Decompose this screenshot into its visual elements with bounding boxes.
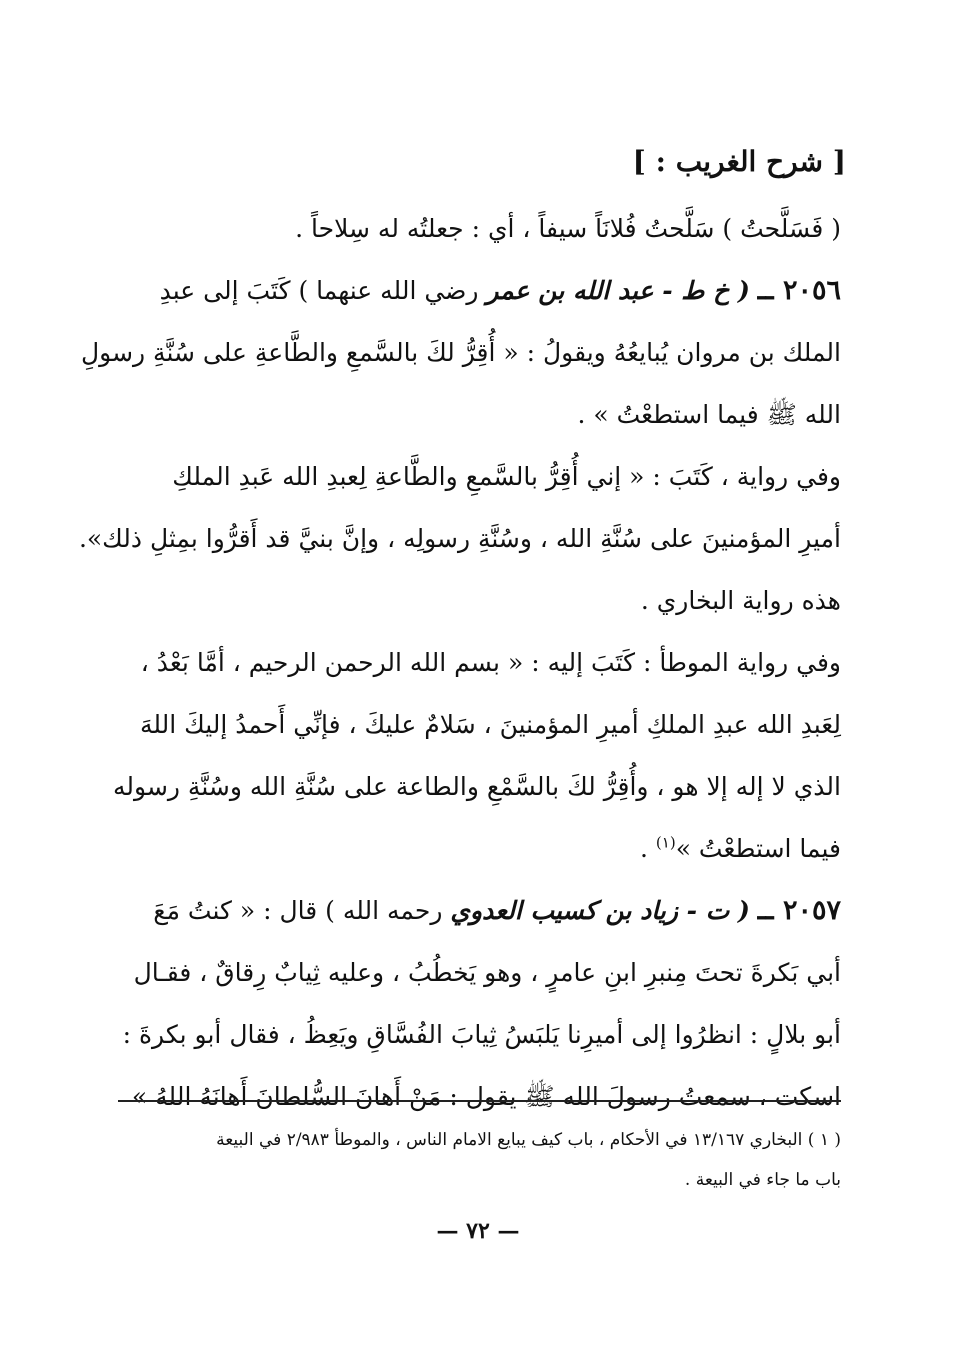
text-line: أبي بَكرةَ تحتَ مِنبرِ ابنِ عامرٍ ، وهو يَخطُبُ ، وعليه ثِيابٌ رِقاقٌ ، فقـال (133, 958, 841, 987)
text-line-tail: . (640, 834, 656, 863)
text-line: اسكت ، سمعتُ رسولَ الله ﷺ يقول : مَنْ أَهانَ السُّلطانَ أَهانَهُ اللهُ » (131, 1082, 841, 1111)
page-number: — ٧٢ — (436, 1218, 520, 1244)
footnote-divider (118, 1100, 841, 1102)
footnote-line: باب ما جاء في البيعة . (684, 1170, 841, 1190)
footnotes (116, 1120, 841, 1200)
text-line: أبو بلالٍ : انظرُوا إلى أميرِنا يَلبَسُ ثِيابَ الفُسَّاقِ ويَعِظُ ، فقال أبو بكرةَ : (122, 1020, 841, 1049)
hadith-2057-line (116, 880, 841, 942)
text-line: الملك بن مروان يُبايعُهُ ويقولُ : « أُقِرُّ لكَ بالسَّمعِ والطَّاعةِ على سُنَّةِ رسولِ (81, 338, 841, 367)
text-line: رضي الله عنهما ) كَتَبَ إلى عبدِ (159, 276, 487, 305)
text-line: الذي لا إله إلا هو ، وأُقِرُّ لكَ بالسَّمْعِ والطاعة على سُنَّةِ الله وسُنَّةِ رسوله (113, 772, 841, 801)
text-line: وفي رواية الموطأ : كَتَبَ إليه : « بسم الله الرحمن الرحيم ، أمَّا بَعْدُ ، (140, 648, 841, 677)
text-line: فيما استطعْتُ » (675, 834, 841, 863)
text-line: رحمه الله ) قال : « كنتُ مَعَ (153, 896, 451, 925)
text-line: ( فَسَلَّحتُ ) سَلَّحتُ فُلانَاً سيفاً ، أي : جعلتُه له سِلاحاً . (295, 214, 841, 243)
footnote-ref-line (116, 818, 841, 880)
section-heading: [ شرح الغريب : ] (632, 145, 846, 178)
body-text (78, 198, 841, 1128)
text-line: وفي رواية ، كَتَبَ : « إني أُقِرُّ بالسَّمعِ والطَّاعةِ لِعبدِ الله عَبدِ الملكِ (172, 462, 841, 491)
hadith-source: ( ت - زياد بن كسيب العدوي (450, 896, 750, 925)
hadith-source: ( خ ط - عبد الله بن عمر (486, 276, 750, 305)
text-line: لِعَبدِ الله عبدِ الملكِ أميرِ المؤمنينَ ، سَلامٌ عليكَ ، فإنِّي أَحمدُ إليكَ اللهَ (139, 710, 841, 739)
text-line: الله ﷺ فيما استطعْتُ » . (577, 400, 841, 429)
hadith-number: ٢٠٥٦ ــ (757, 275, 841, 306)
hadith-number: ٢٠٥٧ ــ (757, 895, 841, 926)
footnote-marker: (١) (655, 833, 676, 852)
text-line: أميرِ المؤمنينَ على سُنَّةِ الله ، وسُنَّةِ رسولِه ، وإنَّ بنيَّ قد أَقرُّوا بمِثلِ ذلك». (78, 524, 841, 553)
text-line: هذه رواية البخاري . (640, 586, 841, 615)
hadith-2056-line (116, 260, 841, 322)
footnote-line: ( ١ ) البخاري ١٣/١٦٧ في الأحكام ، باب كيف يبايع الامام الناس ، والموطأ ٢/٩٨٣ في البيعة (216, 1130, 841, 1150)
